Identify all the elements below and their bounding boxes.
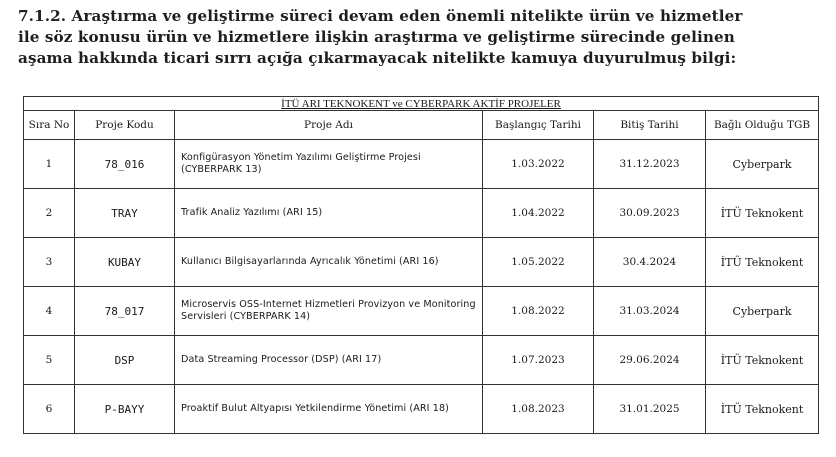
row-tgb: Cyberpark (706, 287, 819, 336)
row-tgb: İTÜ Teknokent (706, 189, 819, 238)
row-name: Konfigürasyon Yönetim Yazılımı Geliştirme Projesi (CYBERPARK 13) (175, 140, 483, 189)
row-code: DSP (75, 336, 175, 385)
row-tgb: İTÜ Teknokent (706, 336, 819, 385)
heading-line-2: ile söz konusu ürün ve hizmetlere ilişkin araştırma ve geliştirme sürecinde gelinen (18, 28, 735, 46)
row-name: Microservis OSS-Internet Hizmetleri Provizyon ve Monitoring Servisleri (CYBERPARK 14) (175, 287, 483, 336)
heading-line-1: 7.1.2. Araştırma ve geliştirme süreci devam eden önemli nitelikte ürün ve hizmetler (18, 7, 743, 25)
row-start: 1.08.2023 (483, 385, 594, 434)
heading-line-3: aşama hakkında ticari sırrı açığa çıkarmayacak nitelikte kamuya duyurulmuş bilgi: (18, 49, 737, 67)
row-code: TRAY (75, 189, 175, 238)
table-row (24, 189, 819, 238)
row-end: 29.06.2024 (594, 336, 706, 385)
table-row (24, 140, 819, 189)
row-name: Trafik Analiz Yazılımı (ARI 15) (175, 189, 483, 238)
row-start: 1.04.2022 (483, 189, 594, 238)
table-row (24, 385, 819, 434)
row-code: 78_017 (75, 287, 175, 336)
projects-table (23, 96, 819, 434)
header-no: Sıra No (24, 111, 75, 140)
table-row (24, 336, 819, 385)
row-code: P-BAYY (75, 385, 175, 434)
row-name: Data Streaming Processor (DSP) (ARI 17) (175, 336, 483, 385)
header-end: Bitiş Tarihi (594, 111, 706, 140)
row-start: 1.08.2022 (483, 287, 594, 336)
header-tgb: Bağlı Olduğu TGB (706, 111, 819, 140)
header-name: Proje Adı (175, 111, 483, 140)
row-end: 31.12.2023 (594, 140, 706, 189)
row-no: 3 (24, 238, 75, 287)
row-end: 30.4.2024 (594, 238, 706, 287)
row-name: Proaktif Bulut Altyapısı Yetkilendirme Yönetimi (ARI 18) (175, 385, 483, 434)
header-code: Proje Kodu (75, 111, 175, 140)
row-end: 31.03.2024 (594, 287, 706, 336)
row-name: Kullanıcı Bilgisayarlarında Ayrıcalık Yönetimi (ARI 16) (175, 238, 483, 287)
row-start: 1.05.2022 (483, 238, 594, 287)
table-row (24, 238, 819, 287)
table-title: İTÜ ARI TEKNOKENT ve CYBERPARK AKTİF PROJELER (24, 97, 819, 111)
row-tgb: Cyberpark (706, 140, 819, 189)
table-row (24, 287, 819, 336)
row-tgb: İTÜ Teknokent (706, 238, 819, 287)
row-no: 4 (24, 287, 75, 336)
section-heading (18, 6, 818, 69)
row-tgb: İTÜ Teknokent (706, 385, 819, 434)
row-no: 2 (24, 189, 75, 238)
row-code: KUBAY (75, 238, 175, 287)
row-no: 6 (24, 385, 75, 434)
row-end: 31.01.2025 (594, 385, 706, 434)
header-start: Başlangıç Tarihi (483, 111, 594, 140)
row-no: 1 (24, 140, 75, 189)
row-start: 1.07.2023 (483, 336, 594, 385)
row-end: 30.09.2023 (594, 189, 706, 238)
row-code: 78_016 (75, 140, 175, 189)
row-no: 5 (24, 336, 75, 385)
row-start: 1.03.2022 (483, 140, 594, 189)
